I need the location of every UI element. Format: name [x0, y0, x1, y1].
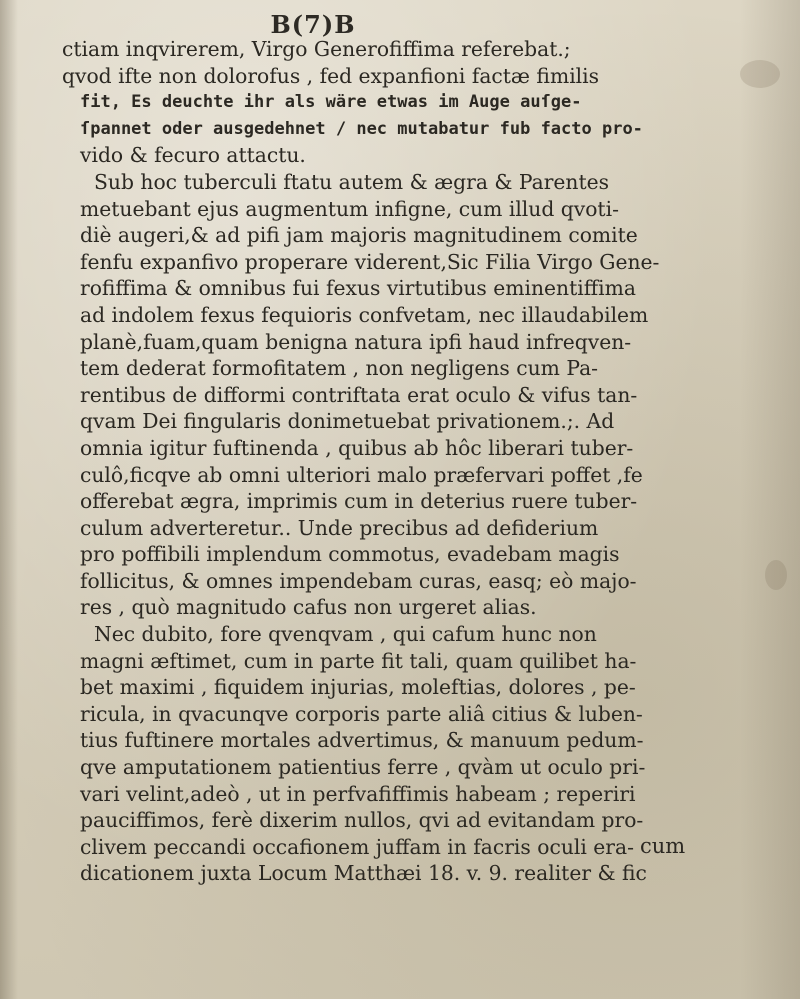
text-line: Sub hoc tuberculi ftatu autem & ægra & Parentes — [94, 169, 610, 194]
text-line: clivem peccandi occafionem juffam in facris oculi era- — [80, 834, 634, 859]
text-line: pauciffimos, ferè dixerim nullos, qvi ad evitandam pro- — [80, 808, 644, 833]
text-line: ad indolem fexus fequioris confvetam, nec illaudabilem — [80, 302, 649, 327]
signature-mark: B(7)B — [270, 10, 356, 39]
text-line: ſpannet oder ausgedehnet / nec mutabatur fub facto pro- — [80, 118, 643, 139]
text-line: omnia igitur fuftinenda , quibus ab hôc liberari tuber- — [80, 435, 634, 460]
page-left-shadow — [0, 0, 18, 999]
text-line: vido & fecuro attactu. — [80, 143, 306, 168]
text-line: diè augeri,& ad pifi jam majoris magnitudinem comite — [80, 223, 638, 248]
text-line: culô,ficqve ab omni ulteriori malo præfervari poffet ,fe — [80, 462, 643, 487]
text-line: vari velint,adeò , ut in perfvafiffimis habeam ; reperiri — [80, 781, 636, 806]
text-line: Nec dubito, fore qvenqvam , qui cafum hunc non — [94, 622, 597, 647]
text-line: culum adverteretur.. Unde precibus ad defiderium — [80, 515, 599, 540]
catchword: cum — [640, 834, 686, 858]
text-line: tem dederat formofitatem , non negligens cum Pa- — [80, 356, 599, 381]
text-line: metuebant ejus augmentum infigne, cum illud qvoti- — [80, 196, 619, 221]
paper-stain — [765, 560, 787, 590]
body-text — [62, 36, 712, 887]
text-line: qvod ifte non dolorofus , fed expanfioni factæ fimilis — [62, 63, 600, 88]
text-line: qve amputationem patientius ferre , qvàm ut oculo pri- — [80, 755, 646, 780]
page-right-shadow — [740, 0, 800, 999]
text-line: res , quò magnitudo cafus non urgeret alias. — [80, 595, 537, 620]
text-line: tius fuftinere mortales advertimus, & manuum pedum- — [80, 728, 644, 753]
paper-stain — [740, 60, 780, 88]
text-line: ricula, in qvacunqve corporis parte aliâ citius & luben- — [80, 701, 643, 726]
text-line: pro poffibili implendum commotus, evadebam magis — [80, 542, 620, 567]
text-line: planè,fuam,quam benigna natura ipfi haud infreqven- — [80, 329, 632, 354]
text-line: rofiffima & omnibus fui fexus virtutibus eminentiffima — [80, 276, 636, 301]
text-line: ctiam inqvirerem, Virgo Generofiffima referebat.; — [62, 37, 571, 61]
text-line: offerebat ægra, imprimis cum in deterius ruere tuber- — [80, 489, 638, 514]
text-line: follicitus, & omnes impendebam curas, easq; eò majo- — [80, 568, 637, 593]
text-line: fenfu expanfivo properare viderent,Sic Filia Virgo Gene- — [80, 249, 660, 274]
text-line: rentibus de difformi contriftata erat oculo & vifus tan- — [80, 382, 638, 407]
text-line: fit, Es deuchte ihr als wäre etwas im Auge auſge- — [80, 92, 582, 113]
text-line: bet maximi , fiquidem injurias, moleftias, dolores , pe- — [80, 675, 636, 700]
text-line: magni æftimet, cum in parte fit tali, quam quilibet ha- — [80, 648, 637, 673]
text-line: dicationem juxta Locum Matthæi 18. v. 9. realiter & fic — [80, 861, 647, 886]
text-line: qvam Dei fingularis donimetuebat privationem.;. Ad — [80, 409, 615, 434]
